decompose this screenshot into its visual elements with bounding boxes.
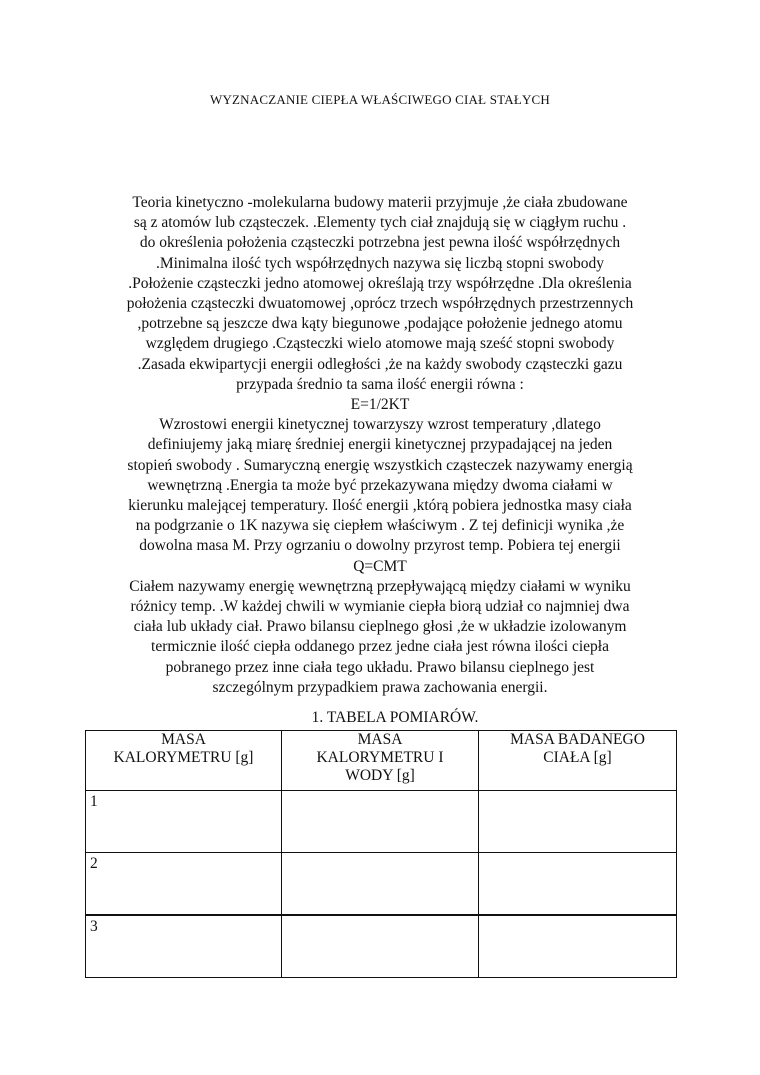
header-line: CIAŁA [g] bbox=[543, 749, 612, 766]
body-line: są z atomów lub cząsteczek. .Elementy tych ciał znajdują się w ciągłym ruchu . bbox=[133, 214, 627, 232]
formula-heat: Q=CMT bbox=[353, 557, 407, 575]
body-line: do określenia położenia cząsteczki potrzebna jest pewna ilość współrzędnych bbox=[139, 234, 621, 252]
body-line: Wzrostowi energii kinetycznej towarzyszy wzrost temperatury ,dlatego bbox=[159, 416, 601, 434]
header-sample-mass bbox=[479, 731, 677, 791]
header-calorimeter-water-mass bbox=[282, 731, 479, 791]
body-line: Ciałem nazywamy energię wewnętrzną przepływającą między ciałami w wyniku bbox=[129, 577, 631, 595]
body-line: ciała lub układy ciał. Prawo bilansu cieplnego głosi ,że w układzie izolowanym bbox=[133, 618, 627, 636]
table-row bbox=[86, 853, 677, 916]
table-cell bbox=[282, 853, 479, 916]
body-line: wewnętrzną .Energia ta może być przekazywana między dwoma ciałami w bbox=[147, 476, 613, 494]
body-line: szczególnym przypadkiem prawa zachowania energii. bbox=[212, 678, 548, 696]
body-text bbox=[80, 193, 680, 698]
body-line: .Zasada ekwipartycji energii odległości ,że na każdy swobody cząsteczki gazu bbox=[137, 355, 623, 373]
header-line: MASA BADANEGO bbox=[510, 731, 645, 748]
table-cell bbox=[479, 791, 677, 853]
header-line: MASA bbox=[161, 731, 206, 748]
body-line: Teoria kinetyczno -molekularna budowy materii przyjmuje ,że ciała zbudowane bbox=[132, 194, 628, 211]
table-caption: 1. TABELA POMIARÓW. bbox=[311, 709, 479, 726]
body-line: .Położenie cząsteczki jedno atomowej określają trzy współrzędne .Dla określenia bbox=[128, 274, 632, 292]
table-cell bbox=[282, 791, 479, 853]
body-line: stopień swobody . Sumaryczną energię wszystkich cząsteczek nazywamy energią bbox=[127, 456, 633, 474]
row-number-cell: 2 bbox=[86, 853, 282, 916]
body-line: na podgrzanie o 1K nazywa się ciepłem właściwym . Z tej definicji wynika ,że bbox=[135, 517, 625, 535]
body-line: kierunku malejącej temperatury. Ilość energii ,którą pobiera jednostka masy ciała bbox=[128, 497, 632, 515]
body-line: położenia cząsteczki dwuatomowej ,oprócz trzech współrzędnych przestrzennych bbox=[126, 295, 634, 313]
body-line: pobranego przez inne ciała tego układu. Prawo bilansu cieplnego jest bbox=[165, 658, 595, 676]
table-row bbox=[86, 791, 677, 853]
body-line: ,potrzebne są jeszcze dwa kąty biegunowe ,podające położenie jednego atomu bbox=[137, 315, 623, 333]
header-calorimeter-mass bbox=[86, 731, 282, 791]
row-number-cell: 1 bbox=[86, 791, 282, 853]
table-cell bbox=[479, 853, 677, 916]
table-cell bbox=[479, 915, 677, 978]
body-line: .Minimalna ilość tych współrzędnych nazywa się liczbą stopni swobody bbox=[155, 254, 605, 272]
body-line: termicznie ilość ciepła oddanego przez jedne ciała jest równa ilości ciepła bbox=[151, 638, 609, 656]
row-number-cell: 3 bbox=[86, 915, 282, 978]
table-header-row bbox=[86, 731, 677, 791]
header-line: MASA bbox=[357, 731, 403, 748]
table-cell bbox=[282, 915, 479, 978]
header-line: KALORYMETRU I bbox=[316, 749, 444, 766]
body-line: definiujemy jaką miarę średniej energii kinetycznej przypadającej na jeden bbox=[147, 436, 613, 454]
body-line: względem drugiego .Cząsteczki wielo atomowe mają sześć stopni swobody bbox=[145, 335, 615, 353]
body-line: różnicy temp. .W każdej chwili w wymianie ciepła biorą udział co najmniej dwa bbox=[130, 598, 630, 616]
body-line: przypada średnio ta sama ilość energii równa : bbox=[236, 375, 524, 393]
body-line: dowolna masa M. Przy ogrzaniu o dowolny przyrost temp. Pobiera tej energii bbox=[139, 537, 621, 555]
header-line: WODY [g] bbox=[345, 767, 415, 784]
table-row bbox=[86, 915, 677, 978]
measurement-table bbox=[85, 730, 677, 978]
header-line: KALORYMETRU [g] bbox=[113, 749, 254, 766]
document-title: WYZNACZANIE CIEPŁA WŁAŚCIWEGO CIAŁ STAŁYCH bbox=[209, 92, 551, 107]
formula-energy: E=1/2KT bbox=[350, 396, 410, 414]
